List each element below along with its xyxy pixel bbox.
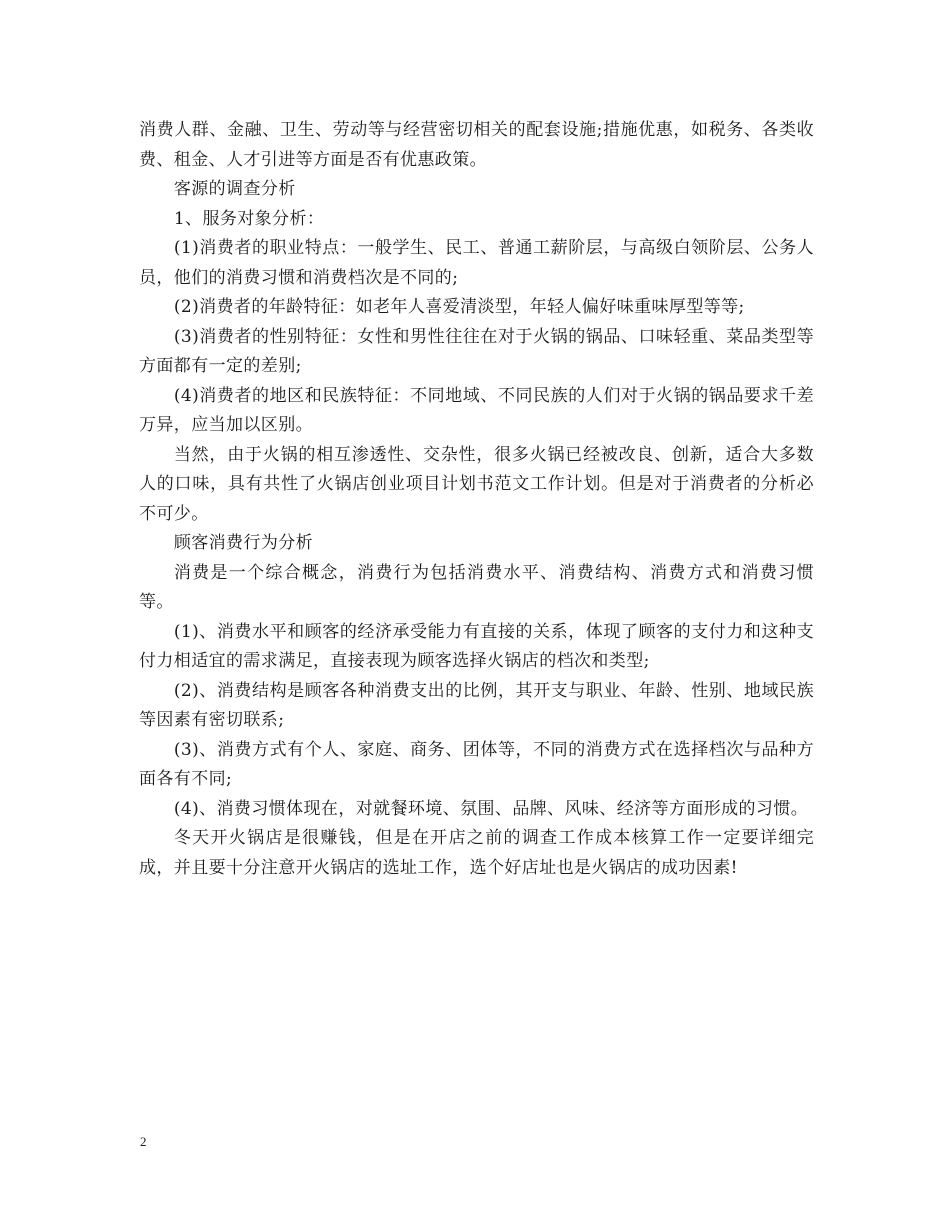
paragraph-6: (3)消费者的性别特征：女性和男性往往在对于火锅的锅品、口味轻重、菜品类型等方面都有一定的差别; bbox=[139, 326, 814, 376]
paragraph-13: (3)、消费方式有个人、家庭、商务、团体等，不同的消费方式在选择档次与品种方面各有不同; bbox=[139, 739, 814, 789]
paragraph-4: (1)消费者的职业特点：一般学生、民工、普通工薪阶层，与高级白领阶层、公务人员，他们的消费习惯和消费档次是不同的; bbox=[139, 238, 814, 288]
paragraph-5: (2)消费者的年龄特征：如老年人喜爱清淡型，年轻人偏好味重味厚型等等; bbox=[173, 297, 745, 317]
paragraph-2-heading: 客源的调查分析 bbox=[173, 179, 296, 199]
paragraph-12: (2)、消费结构是顾客各种消费支出的比例，其开支与职业、年龄、性别、地域民族等因素有密切联系; bbox=[139, 680, 814, 730]
paragraph-14: (4)、消费习惯体现在，对就餐环境、氛围、品牌、风味、经济等方面形成的习惯。 bbox=[173, 798, 809, 819]
paragraph-7: (4)消费者的地区和民族特征：不同地域、不同民族的人们对于火锅的锅品要求千差万异，应当加以区别。 bbox=[139, 385, 814, 435]
paragraph-1: 消费人群、金融、卫生、劳动等与经营密切相关的配套设施;措施优惠，如税务、各类收费、租金、人才引进等方面是否有优惠政策。 bbox=[139, 120, 814, 170]
paragraph-15: 冬天开火锅店是很赚钱，但是在开店之前的调查工作成本核算工作一定要详细完成，并且要十分注意开火锅店的选址工作，选个好店址也是火锅店的成功因素! bbox=[139, 828, 814, 878]
page-number: 2 bbox=[140, 1134, 147, 1149]
paragraph-11: (1)、消费水平和顾客的经济承受能力有直接的关系，体现了顾客的支付力和这种支付力相适宜的需求满足，直接表现为顾客选择火锅店的档次和类型; bbox=[139, 621, 814, 671]
paragraph-8: 当然，由于火锅的相互渗透性、交杂性，很多火锅已经被改良、创新，适合大多数人的口味，具有共性了火锅店创业项目计划书范文工作计划。但是对于消费者的分析必不可少。 bbox=[139, 444, 814, 524]
paragraph-3-heading: 1、服务对象分析： bbox=[173, 208, 325, 229]
paragraph-9-heading: 顾客消费行为分析 bbox=[173, 533, 314, 553]
document-body bbox=[139, 116, 814, 883]
paragraph-10: 消费是一个综合概念，消费行为包括消费水平、消费结构、消费方式和消费习惯等。 bbox=[139, 562, 814, 612]
